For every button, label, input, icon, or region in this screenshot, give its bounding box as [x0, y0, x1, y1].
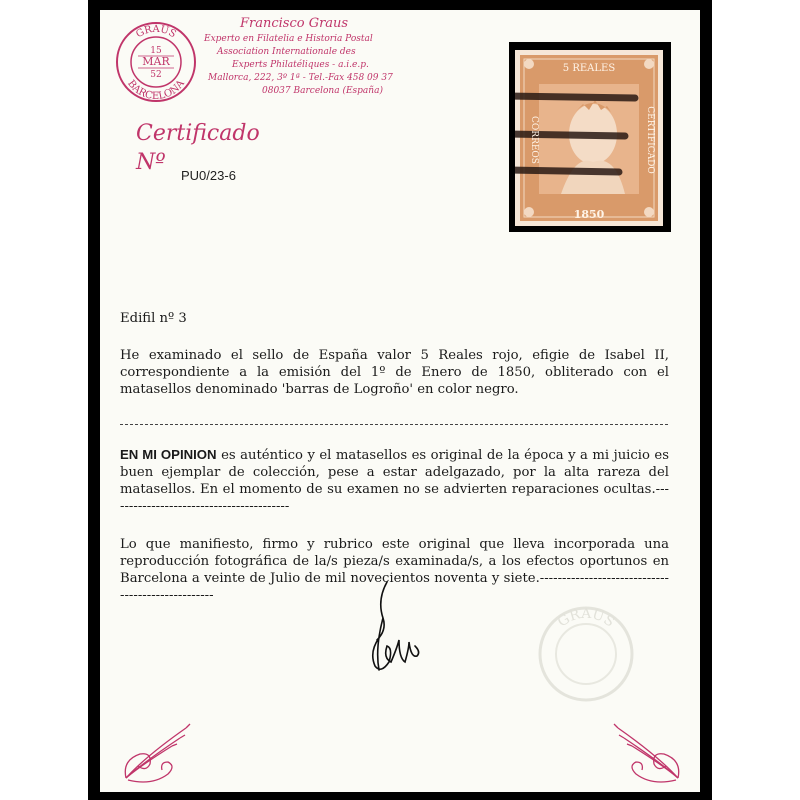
stamp-year: 1850 [573, 208, 605, 221]
signature [365, 578, 425, 678]
declaration-paragraph: Lo que manifiesto, firmo y rubrico este original que lleva incorporada una reproducción fotográfica de la/s pieza/s examinada/s, a los efectos oportunos en Barcelona a veinte de Julio de mil novecientos noventa y siete.-------------------------------------------------- [120, 537, 669, 603]
corner-ornament-left [116, 716, 196, 786]
certificate-number-label: Nº [136, 150, 166, 175]
seal-day: 15 [150, 46, 162, 56]
stamp-image [515, 50, 663, 226]
stamp-right-text: CERTIFICADO [645, 106, 655, 174]
letterhead-line-3: Experts Philatéliques - a.i.e.p. [232, 60, 369, 70]
edifil-reference: Edifil nº 3 [120, 311, 187, 326]
dashed-divider [120, 424, 668, 425]
seal-month: MAR [142, 55, 170, 68]
graus-postmark-seal [114, 20, 198, 104]
corner-ornament-right [608, 716, 688, 786]
letterhead-line-5: 08037 Barcelona (España) [262, 86, 383, 96]
emboss-text: GRAUS [554, 605, 618, 631]
opinion-paragraph [120, 446, 669, 515]
embossed-seal [536, 604, 636, 704]
seal-top-text: GRAUS [134, 23, 178, 41]
letterhead-line-1: Experto en Filatelia e Historia Postal [204, 34, 373, 44]
opinion-label: EN MI OPINION [120, 447, 217, 462]
stamp-left-text: CORREOS [529, 116, 539, 164]
examination-paragraph: He examinado el sello de España valor 5 Reales rojo, efigie de Isabel II, correspondiente a la emisión del 1º de Enero de 1850, obliterado con el matasellos denominado 'barras de Logroño' en color negro. [120, 348, 669, 397]
stamp-top-text: 5 REALES [562, 63, 616, 74]
svg-text:BARCELONA [125, 78, 187, 102]
seal-bottom-text: BARCELONA [125, 78, 187, 103]
letterhead-name: Francisco Graus [240, 16, 349, 31]
svg-text:GRAUS [555, 606, 618, 630]
letterhead-line-4: Mallorca, 222, 3º 1ª - Tel.-Fax 458 09 37 [208, 73, 393, 83]
seal-year: 52 [150, 70, 162, 80]
certificate-title: Certificado [136, 121, 260, 146]
letterhead-line-2: Association Internationale des [217, 47, 356, 57]
certificate-number: PU0/23-6 [181, 168, 236, 183]
opinion-text: es auténtico y el matasellos es original de la época y a mi juicio es buen ejemplar de colección, pese a estar adelgazado, por la alta rareza del matasellos. En el momento de su examen no se advierten reparaciones ocultas.----------------------------------------- [120, 448, 670, 514]
